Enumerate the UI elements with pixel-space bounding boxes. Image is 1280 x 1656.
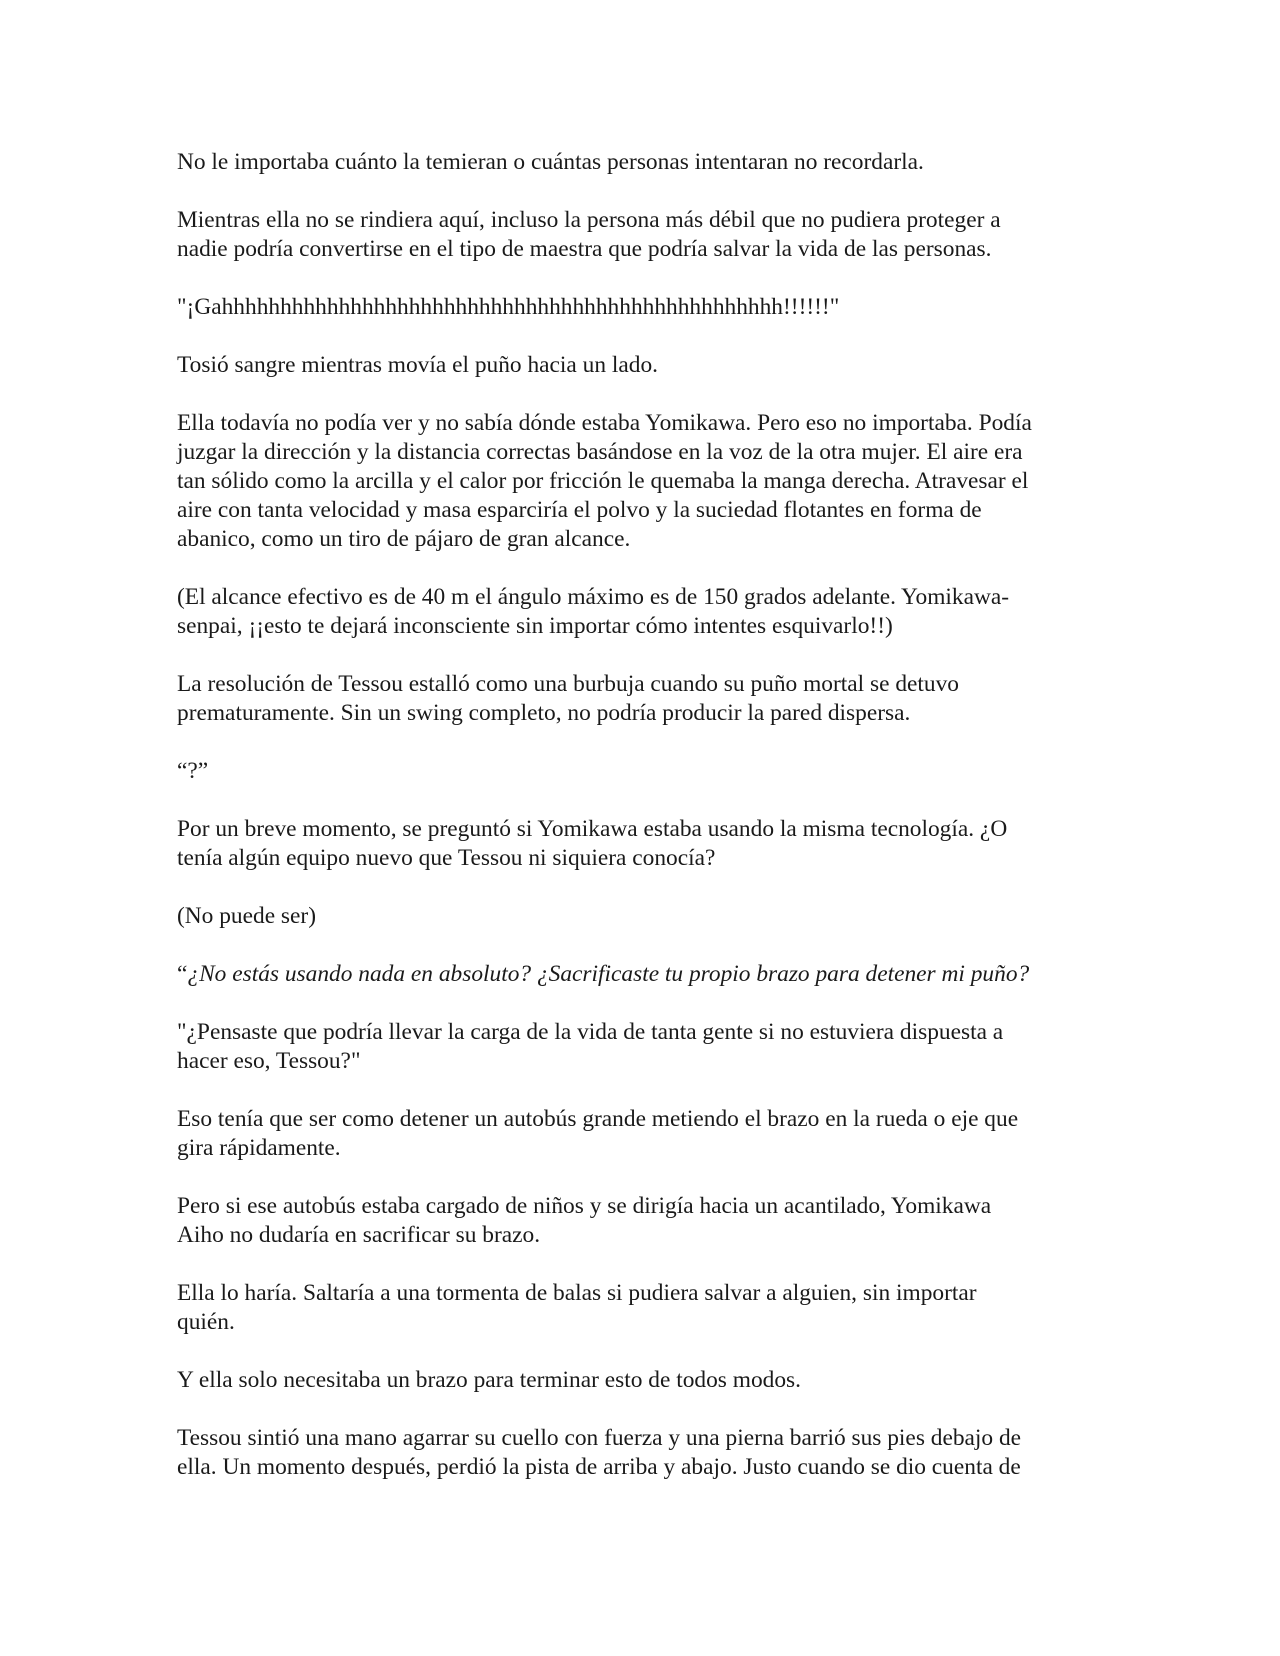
text-line: Por un breve momento, se preguntó si Yomikawa estaba usando la misma tecnología. ¿O [177, 816, 1008, 842]
paragraph-4 [177, 351, 1117, 380]
text-line: No le importaba cuánto la temieran o cuántas personas intentaran no recordarla. [177, 149, 924, 175]
paragraph-14 [177, 1192, 1117, 1250]
text-line: tan sólido como la arcilla y el calor por fricción le quemaba la manga derecha. Atravesar el [177, 468, 1029, 494]
paragraph-11-italic [177, 960, 1117, 989]
paragraph-12 [177, 1018, 1117, 1076]
text-line: (El alcance efectivo es de 40 m el ángulo máximo es de 150 grados adelante. Yomikawa- [177, 584, 1010, 610]
text-line: Eso tenía que ser como detener un autobús grande metiendo el brazo en la rueda o eje que [177, 1106, 1019, 1132]
text-line: quién. [177, 1309, 235, 1335]
paragraph-8-question [177, 757, 1117, 786]
text-line: nadie podría convertirse en el tipo de maestra que podría salvar la vida de las personas. [177, 236, 992, 262]
paragraph-7 [177, 670, 1117, 728]
text-line: Pero si ese autobús estaba cargado de niños y se dirigía hacia un acantilado, Yomikawa [177, 1193, 992, 1219]
text-line: La resolución de Tessou estalló como una burbuja cuando su puño mortal se detuvo [177, 671, 959, 697]
paragraph-13 [177, 1105, 1117, 1163]
text-line: Ella lo haría. Saltaría a una tormenta de balas si pudiera salvar a alguien, sin importar [177, 1280, 977, 1306]
text-line: ella. Un momento después, perdió la pista de arriba y abajo. Justo cuando se dio cuenta de [177, 1454, 1021, 1480]
opening-quote: “ [177, 961, 188, 987]
text-line: prematuramente. Sin un swing completo, no podría producir la pared dispersa. [177, 700, 911, 726]
paragraph-16 [177, 1366, 1117, 1395]
paragraph-10 [177, 902, 1117, 931]
paragraph-15 [177, 1279, 1117, 1337]
text-line: "¿Pensaste que podría llevar la carga de la vida de tanta gente si no estuviera dispuesta a [177, 1019, 1004, 1045]
text-line: Mientras ella no se rindiera aquí, incluso la persona más débil que no pudiera proteger a [177, 207, 1001, 233]
paragraph-1 [177, 148, 1117, 177]
italic-text: ¿No estás usando nada en absoluto? ¿Sacrificaste tu propio brazo para detener mi puño? [187, 961, 1030, 987]
text-line: gira rápidamente. [177, 1135, 341, 1161]
text-line: “?” [177, 758, 209, 784]
text-line: Y ella solo necesitaba un brazo para terminar esto de todos modos. [177, 1367, 801, 1393]
text-line: juzgar la dirección y la distancia correctas basándose en la voz de la otra mujer. El aire era [177, 439, 1023, 465]
text-line: abanico, como un tiro de pájaro de gran alcance. [177, 526, 631, 552]
text-line: hacer eso, Tessou?" [177, 1048, 361, 1074]
text-line: aire con tanta velocidad y masa esparciría el polvo y la suciedad flotantes en forma de [177, 497, 982, 523]
paragraph-3-shout [177, 293, 1117, 322]
text-line: senpai, ¡¡esto te dejará inconsciente sin importar cómo intentes esquivarlo!!) [177, 613, 893, 639]
document-body [177, 148, 1117, 1511]
text-line: tenía algún equipo nuevo que Tessou ni siquiera conocía? [177, 845, 716, 871]
paragraph-2 [177, 206, 1117, 264]
paragraph-9 [177, 815, 1117, 873]
text-line: "¡Gahhhhhhhhhhhhhhhhhhhhhhhhhhhhhhhhhhhhhhhhhhhhhhhh!!!!!!" [177, 294, 840, 320]
text-line: Ella todavía no podía ver y no sabía dónde estaba Yomikawa. Pero eso no importaba. Podía [177, 410, 1032, 436]
paragraph-5 [177, 409, 1117, 554]
text-line: Aiho no dudaría en sacrificar su brazo. [177, 1222, 541, 1248]
text-line: Tessou sintió una mano agarrar su cuello con fuerza y una pierna barrió sus pies debajo de [177, 1425, 1022, 1451]
paragraph-6 [177, 583, 1117, 641]
paragraph-17 [177, 1424, 1117, 1482]
text-line: (No puede ser) [177, 903, 316, 929]
text-line: Tosió sangre mientras movía el puño hacia un lado. [177, 352, 658, 378]
